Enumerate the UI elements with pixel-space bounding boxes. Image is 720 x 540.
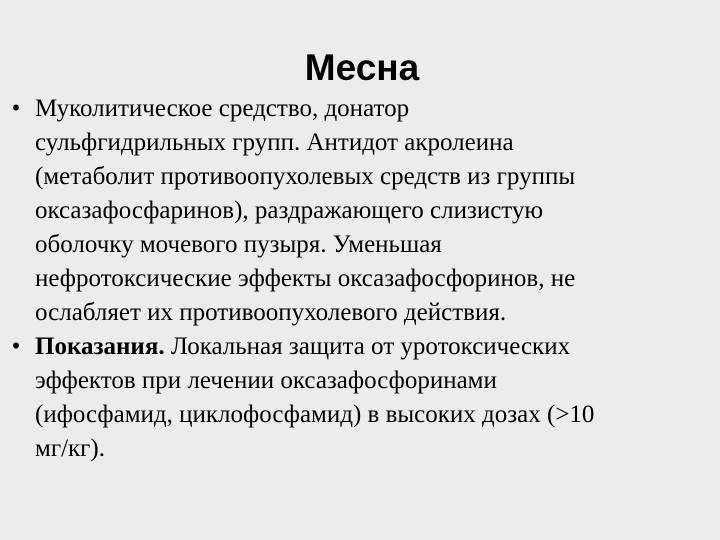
bullet-icon: • (11, 95, 21, 122)
text-line: оболочку мочевого пузыря. Уменьшая (35, 231, 442, 258)
indications-label: Показания. (35, 333, 165, 360)
bullet-indications (6, 330, 696, 466)
text-line: (метаболит противоопухолевых средств из группы (35, 163, 576, 190)
text-line (35, 330, 696, 364)
text-line: мг/кг). (35, 435, 105, 462)
text-line: нефротоксические эффекты оксазафосфоринов, не (35, 265, 576, 292)
text-line: оксазафосфаринов), раздражающего слизистую (35, 197, 544, 224)
text-line: сульфгидрильных групп. Антидот акролеина (35, 129, 514, 156)
text-line: эффектов при лечении оксазафосфоринами (35, 367, 497, 394)
text-line: (ифосфамид, циклофосфамид) в высоких дозах (>10 (35, 401, 595, 428)
text-line: Муколитическое средство, донатор (35, 95, 410, 122)
indications-text: Локальная защита от уротоксических (164, 333, 571, 360)
text-line: ослабляет их противоопухолевого действия. (35, 299, 507, 326)
slide-body (6, 92, 696, 466)
bullet-icon: • (11, 333, 21, 360)
bullet-description (6, 92, 696, 330)
slide-title: Месна (304, 47, 420, 88)
